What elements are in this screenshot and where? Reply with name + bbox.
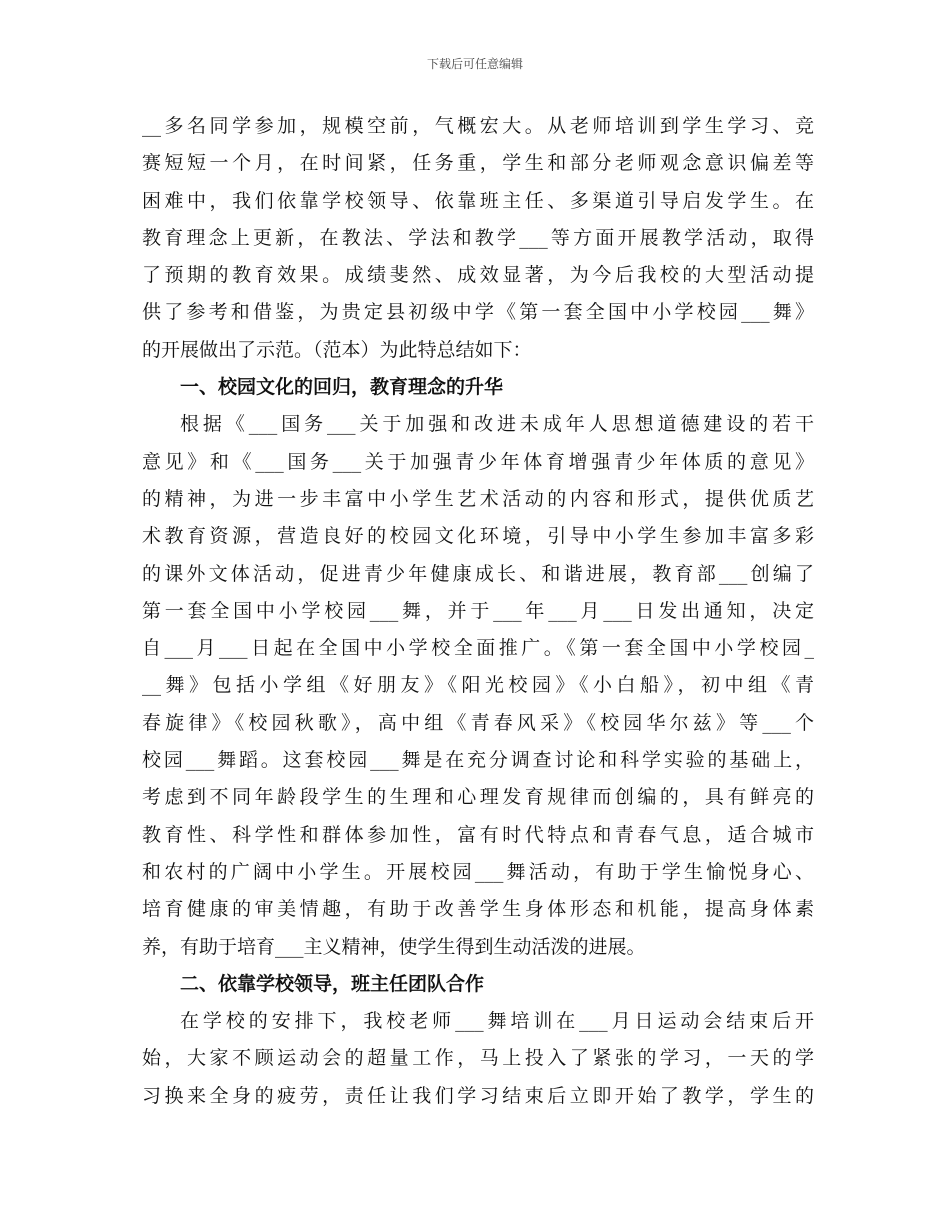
text-line: 第一套全国中小学校园___舞，并于___年___月___日发出通知，决定 [142, 599, 814, 622]
text-line: 自___月___日起在全国中小学校全面推广。《第一套全国中小学校园_ [142, 637, 814, 660]
text-line: 的课外文体活动，促进青少年健康成长、和谐进展，教育部___创编了 [142, 562, 814, 585]
text-line: __多名同学参加，规模空前，气概宏大。从老师培训到学生学习、竞 [142, 115, 814, 137]
text-line: 考虑到不同年龄段学生的生理和心理发育规律而创编的，具有鲜亮的 [142, 786, 814, 809]
text-line: 培育健康的审美情趣，有助于改善学生身体形态和机能，提高身体素 [142, 898, 814, 921]
text-line: 困难中，我们依靠学校领导、依靠班主任、多渠道引导启发学生。在 [142, 189, 814, 212]
text-line: 赛短短一个月，在时间紧，任务重，学生和部分老师观念意识偏差等 [142, 152, 814, 175]
text-line: 习换来全身的疲劳，责任让我们学习结束后立即开始了教学，学生的 [142, 1084, 814, 1107]
text-line: 术教育资源，营造良好的校园文化环境，引导中小学生参加丰富多彩 [142, 525, 814, 548]
document-body [142, 108, 814, 1115]
text-line: 供了参考和借鉴，为贵定县初级中学《第一套全国中小学校园___舞》 [142, 301, 814, 324]
text-line: 了预期的教育效果。成绩斐然、成效显著，为今后我校的大型活动提 [142, 264, 814, 287]
section-heading-2: 二、依靠学校领导，班主任团队合作 [180, 972, 485, 995]
text-line: 春旋律》《校园秋歌》，高中组《青春风采》《校园华尔兹》等___个 [142, 711, 814, 734]
text-line: 教育性、科学性和群体参加性，富有时代特点和青春气息，适合城市 [142, 823, 814, 846]
text-line: 意见》和《___国务___关于加强青少年体育增强青少年体质的意见》 [142, 450, 814, 473]
text-line: 的精神，为进一步丰富中小学生艺术活动的内容和形式，提供优质艺 [142, 487, 814, 510]
text-line: __舞》包括小学组《好朋友》《阳光校园》《小白船》，初中组《青 [142, 674, 814, 697]
text-line: 的开展做出了示范。（范本）为此特总结如下： [142, 338, 532, 361]
text-line: 养，有助于培育___主义精神，使学生得到生动活泼的进展。 [142, 935, 646, 958]
text-line: 在学校的安排下，我校老师___舞培训在___月日运动会结束后开 [180, 1010, 814, 1033]
text-line: 和农村的广阔中小学生。开展校园___舞活动，有助于学生愉悦身心、 [142, 860, 814, 883]
section-heading-1: 一、校园文化的回归，教育理念的升华 [180, 376, 504, 399]
page-header: 下载后可任意编辑 [426, 57, 523, 71]
text-line: 根据《___国务___关于加强和改进未成年人思想道德建设的若干 [180, 413, 814, 436]
text-line: 校园___舞蹈。这套校园___舞是在充分调查讨论和科学实验的基础上， [142, 749, 814, 772]
text-line: 始，大家不顾运动会的超量工作，马上投入了紧张的学习，一天的学 [142, 1047, 814, 1070]
text-line: 教育理念上更新，在教法、学法和教学___等方面开展教学活动，取得 [142, 226, 814, 249]
